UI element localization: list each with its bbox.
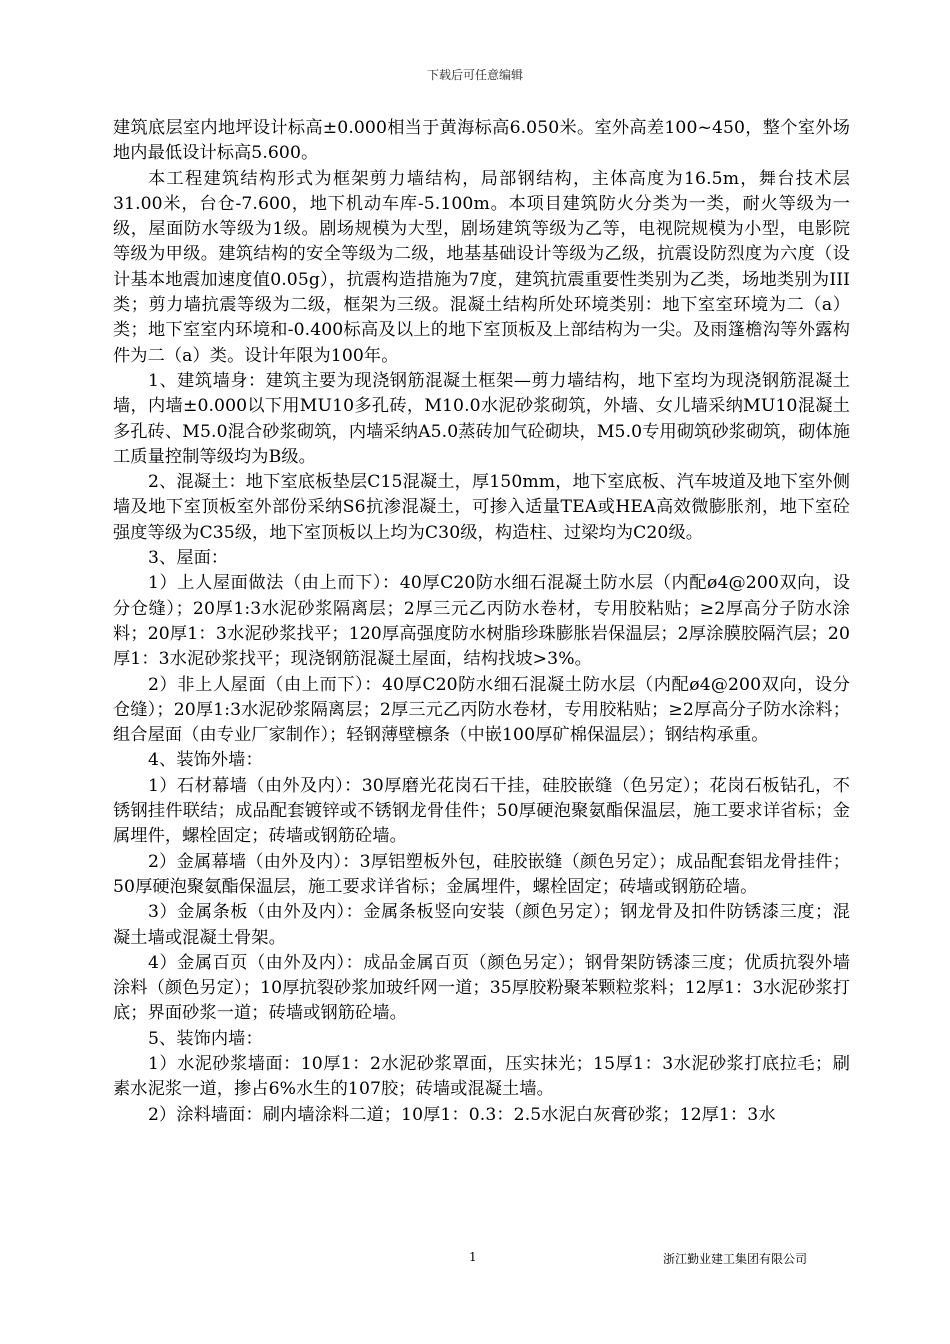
paragraph: 2）金属幕墙（由外及内）：3厚铝塑板外包，硅胶嵌缝（颜色另定）；成品配套铝龙骨挂件；50厚硬泡聚氨酯保温层，施工要求详省标；金属埋件，螺栓固定；砖墙或钢筋砼墙。 [113, 851, 850, 897]
paragraph: 1）石材幕墙（由外及内）：30厚磨光花岗石干挂，硅胶嵌缝（色另定）；花岗石板钻孔，不锈钢挂件联结；成品配套镀锌或不锈钢龙骨佳件；50厚硬泡聚氨酯保温层，施工要求详省标；金属埋件，螺栓固定；砖墙或钢筋砼墙。 [113, 775, 850, 847]
paragraph: 2）涂料墙面：刷内墙涂料二道；10厚1：0.3：2.5水泥白灰膏砂浆；12厚1：3水 [148, 1104, 776, 1125]
section-heading: 5、装饰内墙： [148, 1028, 263, 1049]
paragraph: 2）非上人屋面（由上而下）：40厚C20防水细石混凝土防水层（内配ø4@200双向，设分仓缝）；20厚1:3水泥砂浆隔离层；2厚三元乙丙防水卷材，专用胶粘贴；≥2厚高分子防水涂料；组合屋面（由专业厂家制作）；轻钢薄壁檩条（中嵌100厚矿棉保温层）；钢结构承重。 [113, 674, 850, 746]
page-header: 下载后可任意编辑 [426, 68, 523, 82]
page-number: 1 [469, 1250, 477, 1264]
section-heading: 4、装饰外墙： [148, 750, 263, 771]
paragraph: 3）金属条板（由外及内）：金属条板竖向安装（颜色另定）；钢龙骨及扣件防锈漆三度；混凝土墙或混凝土骨架。 [113, 902, 850, 948]
section-heading: 3、屋面： [148, 548, 229, 569]
paragraph: 2、混凝土：地下室底板垫层C15混凝土，厚150mm，地下室底板、汽车坡道及地下室外侧墙及地下室顶板室外部份采纳S6抗渗混凝土，可掺入适量TEA或HEA高效微膨胀剂，地下室砼强度等级为C35级，地下室顶板以上均为C30级，构造柱、过梁均为C20级。 [113, 472, 850, 543]
paragraph: 本工程建筑结构形式为框架剪力墙结构，局部钢结构，主体高度为16.5m，舞台技术层31.00米，台仓-7.600，地下机动车库-5.100m。本项目建筑防火分类为一类，耐火等级为一级，屋面防水等级为1级。剧场规模为大型，剧场建筑等级为乙等，电视院规模为小型，电影院等级为甲级。建筑结构的安全等级为二级，地基基础设计等级为乙级，抗震设防烈度为六度（设计基本地震加速度值0.05g），抗震构造措施为7度，建筑抗震重要性类别为乙类，场地类别为III类；剪力墙抗震等级为二级，框架为三级。混凝土结构所处环境类别：地下室室环境为二（a）类；地下室室内环境和-0.400标高及以上的地下室顶板及上部结构为一尖。及雨篷檐沟等外露构件为二（a）类。设计年限为100年。 [113, 168, 850, 366]
paragraph: 1）水泥砂浆墙面：10厚1：2水泥砂浆罩面，压实抹光；15厚1：3水泥砂浆打底拉毛；刷素水泥浆一道，掺占6%水生的107胶；砖墙或混凝土墙。 [113, 1053, 850, 1100]
paragraph: 建筑底层室内地坪设计标高±0.000相当于黄海标高6.050米。室外高差100~450，整个室外场地内最低设计标高5.600。 [113, 118, 850, 164]
paragraph: 1、建筑墙身：建筑主要为现浇钢筋混凝土框架—剪力墙结构，地下室均为现浇钢筋混凝土墙，内墙±0.000以下用MU10多孔砖，M10.0水泥砂浆砌筑，外墙、女儿墙采纳MU10混凝土多孔砖、M5.0混合砂浆砌筑，内墙采纳A5.0蒸砖加气砼砌块，M5.0专用砌筑砂浆砌筑，砌体施工质量控制等级均为B级。 [113, 370, 850, 467]
footer-company: 浙江勤业建工集团有限公司 [663, 1252, 808, 1266]
paragraph: 1）上人屋面做法（由上而下）：40厚C20防水细石混凝土防水层（内配ø4@200双向，设分仓缝）；20厚1:3水泥砂浆隔离层；2厚三元乙丙防水卷材，专用胶粘贴；≥2厚高分子防水涂料；20厚1：3水泥砂浆找平；120厚高强度防水树脂珍珠膨胀岩保温层；2厚涂膜胶隔汽层；20厚1：3水泥砂浆找平；现浇钢筋混凝土屋面，结构找坡>3%。 [113, 573, 850, 670]
document-body [113, 116, 850, 1128]
paragraph: 4）金属百页（由外及内）：成品金属百页（颜色另定）；钢骨架防锈漆三度；优质抗裂外墙涂料（颜色另定）；10厚抗裂砂浆加玻纤网一道；35厚胶粉聚苯颗粒浆料；12厚1：3水泥砂浆打底；界面砂浆一道；砖墙或钢筋砼墙。 [113, 952, 850, 1024]
